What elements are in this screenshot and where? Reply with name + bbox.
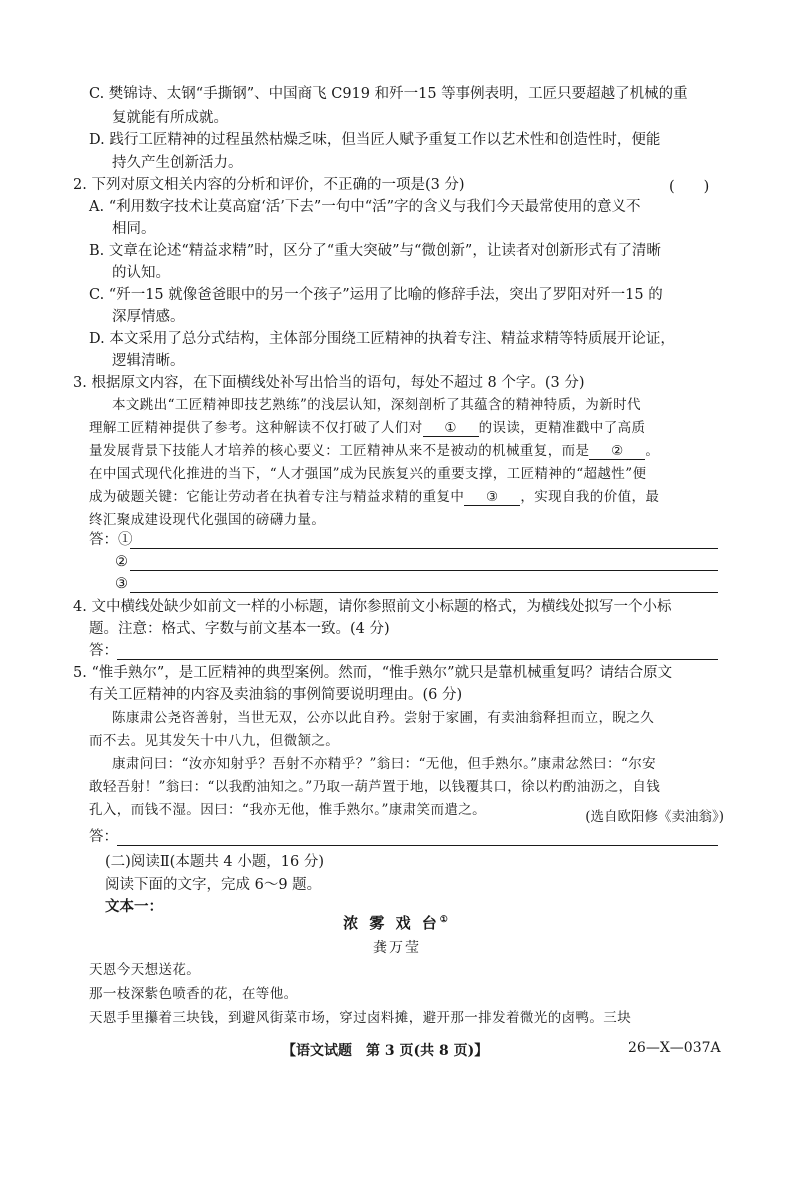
paper-code: 26—X—037A	[628, 1040, 721, 1056]
q2-option-d-line2: 逻辑清晰。	[112, 353, 185, 369]
blank-1[interactable]: ①	[423, 420, 479, 437]
q3-passage-line5: 成为破题关键：它能让劳动者在执着专注与精益求精的重复中 ③ ，实现自我的价值，最	[89, 489, 660, 505]
q3-passage-line6: 终汇聚成建设现代化强国的磅礴力量。	[89, 512, 326, 528]
section-2-heading: (二)阅读Ⅱ(本题共 4 小题，16 分)	[105, 854, 324, 870]
q2-option-d-line1: D. 本文采用了总分式结构，主体部分围绕工匠精神的执着专注、精益求精等特质展开论证，	[89, 331, 675, 347]
question-5-line2: 有关工匠精神的内容及卖油翁的事例简要说明理由。(6 分)	[89, 687, 463, 703]
q3-passage-line4: 在中国式现代化推进的当下，“人才强国”成为民族复兴的重要支撑，工匠精神的“超越性”便	[89, 466, 647, 482]
blank-3[interactable]: ③	[464, 489, 520, 506]
text-one-label: 文本一：	[105, 898, 163, 915]
q2-option-a-line2: 相同。	[112, 221, 156, 237]
story-para-1: 天恩今天想送花。	[89, 962, 201, 978]
question-2-stem: 2. 下列对原文相关内容的分析和评价，不正确的一项是(3 分)	[73, 177, 465, 193]
story-para-3: 天恩手里攥着三块钱，到避风街菜市场，穿过卤料摊，避开那一排发着微光的卤鸭。三块	[89, 1010, 632, 1026]
option-c-line2: 复就能有所成就。	[112, 110, 228, 126]
q3-answer-2-label: ②	[115, 554, 128, 570]
option-c-line1: C. 樊锦诗、太钢“手撕钢”、中国商飞 C919 和歼一15 等事例表明，工匠只要超越了机械的重	[89, 86, 688, 102]
story-line4: 敢轻吾射！”翁曰：“以我酌油知之。”乃取一葫芦置于地，以钱覆其口，徐以杓酌油沥之，自钱	[89, 779, 661, 795]
story-line1: 陈康肃公尧咨善射，当世无双，公亦以此自矜。尝射于家圃，有卖油翁释担而立，睨之久	[112, 710, 655, 726]
q3-passage-line2: 理解工匠精神提供了参考。这种解读不仅打破了人们对 ① 的误读，更精准戳中了高质	[89, 420, 646, 436]
q5-answer-line[interactable]	[117, 845, 718, 846]
page-footer: 【语文试题 第 3 页(共 8 页)】	[282, 1043, 489, 1059]
question-3-stem: 3. 根据原文内容，在下面横线处补写出恰当的语句，每处不超过 8 个字。(3 分)	[73, 375, 585, 391]
story-source: (选自欧阳修《卖油翁》)	[585, 809, 724, 825]
story-title: 浓 雾 戏 台①	[343, 914, 451, 932]
section-2-instruction: 阅读下面的文字，完成 6～9 题。	[105, 877, 322, 893]
story-line5: 孔入，而钱不湿。因曰：“我亦无他，惟手熟尔。”康肃笑而遣之。	[89, 802, 487, 818]
q3-answer-3-label: ③	[115, 576, 128, 592]
q3-answer-label: 答：①	[89, 532, 133, 548]
option-d-line1: D. 践行工匠精神的过程虽然枯燥乏味，但当匠人赋予重复工作以艺术性和创造性时，便能	[89, 132, 661, 148]
q4-answer-line[interactable]	[117, 659, 718, 660]
story-line2: 而不去。见其发矢十中八九，但微颔之。	[89, 733, 340, 749]
answer-line-2[interactable]	[130, 570, 718, 571]
q2-option-b-line1: B. 文章在论述“精益求精”时，区分了“重大突破”与“微创新”，让读者对创新形式有了清晰	[89, 243, 661, 259]
answer-parenthesis: ( )	[669, 179, 710, 195]
q2-option-c-line2: 深厚情感。	[112, 309, 185, 325]
q4-answer-label: 答：	[89, 643, 118, 659]
blank-2[interactable]: ②	[589, 443, 645, 460]
q3-passage-line3: 量发展背景下技能人才培养的核心要义：工匠精神从来不是被动的机械重复，而是 ② 。	[89, 443, 660, 459]
answer-line-1[interactable]	[130, 548, 718, 549]
q5-answer-label: 答：	[89, 829, 118, 845]
question-4-line1: 4. 文中横线处缺少如前文一样的小标题，请你参照前文小标题的格式，为横线处拟写一个小标	[73, 599, 672, 615]
option-d-line2: 持久产生创新活力。	[112, 155, 243, 171]
q2-option-b-line2: 的认知。	[112, 265, 170, 281]
footnote-marker: ①	[439, 915, 451, 925]
question-5-line1: 5. “惟手熟尔”，是工匠精神的典型案例。然而，“惟手熟尔”就只是靠机械重复吗？请结合原文	[73, 665, 673, 681]
q2-option-a-line1: A. “利用数字技术让莫高窟‘活’下去”一句中“活”字的含义与我们今天最常使用的意义不	[89, 199, 641, 215]
q2-option-c-line1: C. “歼一15 就像爸爸眼中的另一个孩子”运用了比喻的修辞手法，突出了罗阳对歼一15 的	[89, 287, 663, 303]
question-4-line2: 题。注意：格式、字数与前文基本一致。(4 分)	[89, 621, 390, 637]
story-author: 龚万莹	[373, 940, 421, 956]
answer-line-3[interactable]	[130, 592, 718, 593]
q3-passage-line1: 本文跳出“工匠精神即技艺熟练”的浅层认知，深刻剖析了其蕴含的精神特质，为新时代	[112, 397, 641, 413]
story-para-2: 那一枝深紫色喷香的花，在等他。	[89, 986, 298, 1002]
story-line3: 康肃问曰：“汝亦知射乎？吾射不亦精乎？”翁曰：“无他，但手熟尔。”康肃忿然曰：“尔安	[112, 756, 657, 772]
